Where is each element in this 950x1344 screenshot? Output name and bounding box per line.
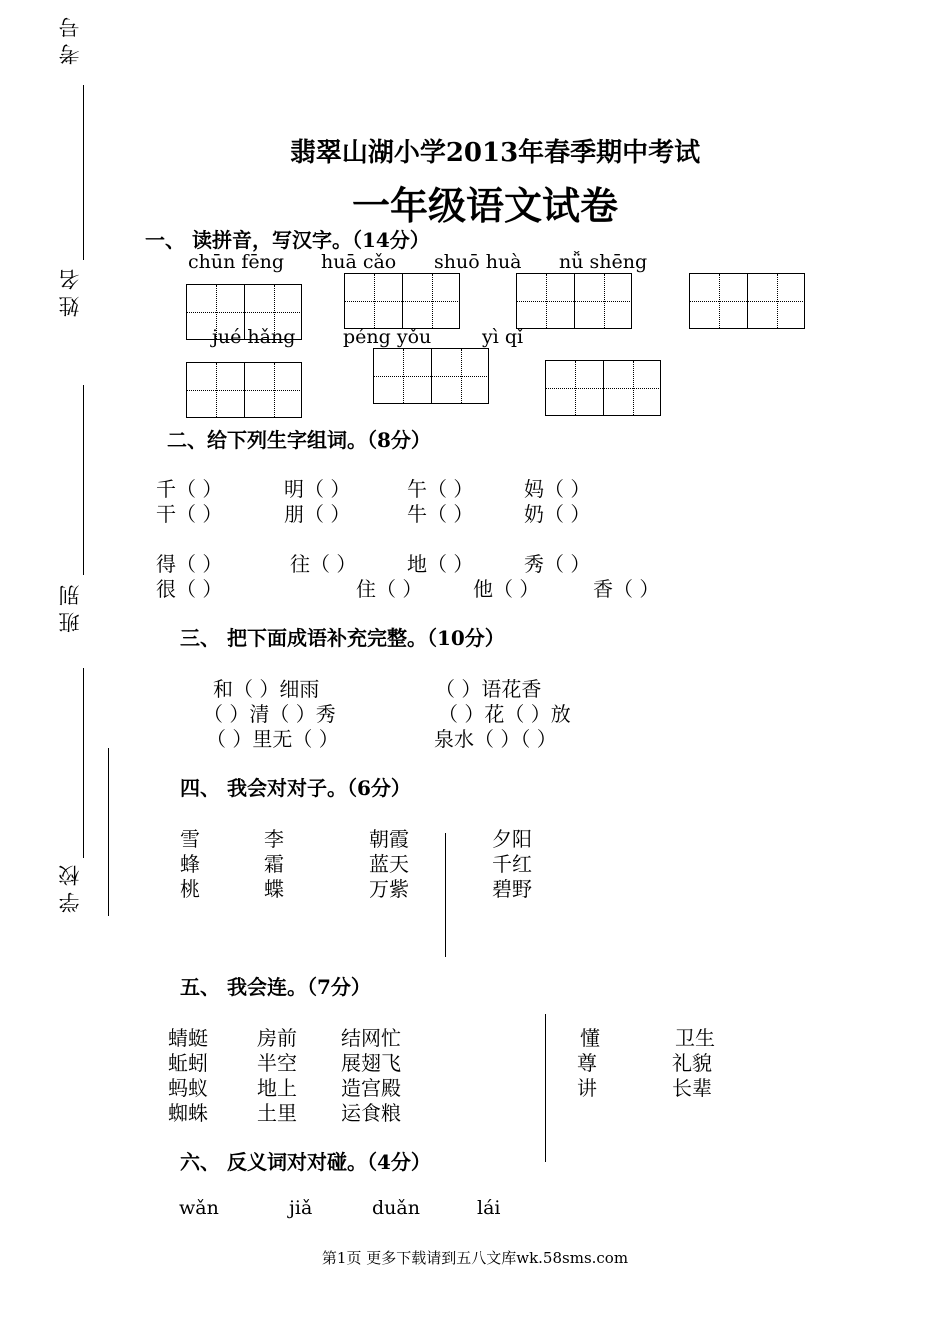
word-item: 妈（ ）: [524, 477, 591, 501]
binding-line: [108, 748, 109, 916]
couplet-item: 蓝天: [369, 852, 409, 876]
couplet-item: 夕阳: [492, 827, 532, 851]
word-item: 千（ ）: [156, 477, 223, 501]
couplet-item: 蜂: [180, 852, 200, 876]
match-item: 尊: [577, 1051, 597, 1075]
couplet-item: 桃: [180, 877, 200, 901]
writing-grid[interactable]: [516, 273, 632, 329]
word-item: 很（ ）: [156, 577, 223, 601]
match-item: 长辈: [672, 1076, 712, 1100]
match-item: 蜻蜓: [168, 1026, 208, 1050]
pinyin: péng yǒu: [343, 326, 432, 348]
pinyin: chūn fēng: [188, 251, 285, 273]
pinyin: huā cǎo: [321, 251, 397, 273]
section4-heading: 四、 我会对对子。（6分）: [180, 776, 411, 800]
pinyin: nǚ shēng: [559, 251, 648, 273]
school-label: 学校: [58, 859, 82, 913]
word-item: 奶（ ）: [524, 502, 591, 526]
word-item: 香（ ）: [593, 577, 660, 601]
word-item: 明（ ）: [284, 477, 351, 501]
writing-grid[interactable]: [186, 362, 302, 418]
match-item: 结网忙: [341, 1026, 401, 1050]
match-item: 造宫殿: [341, 1076, 401, 1100]
idiom-item: 泉水（ ）（ ）: [434, 727, 557, 751]
match-item: 运食粮: [341, 1101, 401, 1125]
class-line: [83, 385, 84, 575]
word-item: 干（ ）: [156, 502, 223, 526]
word-item: 他（ ）: [473, 577, 540, 601]
word-item: 往（ ）: [290, 552, 357, 576]
couplet-item: 碧野: [492, 877, 532, 901]
section2-heading: 二、给下列生字组词。（8分）: [167, 428, 431, 452]
match-item: 懂: [580, 1026, 600, 1050]
antonym-pinyin: jiǎ: [289, 1197, 313, 1219]
antonym-pinyin: wǎn: [179, 1197, 219, 1219]
exam-subtitle: 一年级语文试卷: [351, 183, 618, 228]
school-line: [83, 668, 84, 858]
idiom-item: 和（ ）细雨: [213, 677, 320, 701]
writing-grid[interactable]: [545, 360, 661, 416]
divider-line: [545, 1014, 546, 1162]
match-item: 房前: [257, 1026, 297, 1050]
couplet-item: 朝霞: [369, 827, 409, 851]
pinyin: shuō huà: [434, 251, 522, 273]
couplet-item: 雪: [180, 827, 200, 851]
match-item: 礼貌: [672, 1051, 712, 1075]
exam-number-label: 考号: [58, 11, 82, 65]
section6-heading: 六、 反义词对对碰。（4分）: [180, 1150, 431, 1174]
writing-grid[interactable]: [344, 273, 460, 329]
couplet-item: 李: [264, 827, 284, 851]
pinyin: yì qǐ: [482, 326, 524, 348]
section5-heading: 五、 我会连。（7分）: [180, 975, 371, 999]
match-item: 卫生: [675, 1026, 715, 1050]
name-label: 姓名: [58, 263, 82, 317]
word-item: 秀（ ）: [524, 552, 591, 576]
idiom-item: （ ）里无（ ）: [206, 727, 339, 751]
exam-number-line: [83, 85, 84, 260]
class-label: 班别: [58, 579, 82, 633]
match-item: 讲: [577, 1076, 597, 1100]
divider-line: [445, 833, 446, 957]
word-item: 午（ ）: [407, 477, 474, 501]
match-item: 地上: [257, 1076, 297, 1100]
match-item: 半空: [257, 1051, 297, 1075]
antonym-pinyin: duǎn: [372, 1197, 420, 1219]
match-item: 蜘蛛: [168, 1101, 208, 1125]
writing-grid[interactable]: [373, 348, 489, 404]
idiom-item: （ ）花（ ）放: [438, 702, 571, 726]
page-footer: 第1页 更多下载请到五八文库wk.58sms.com: [321, 1249, 629, 1267]
couplet-item: 霜: [264, 852, 284, 876]
exam-title: 翡翠山湖小学2013年春季期中考试: [289, 138, 701, 168]
match-item: 展翅飞: [341, 1051, 401, 1075]
match-item: 蚯蚓: [168, 1051, 208, 1075]
pinyin: jué hǎng: [212, 326, 296, 348]
couplet-item: 万紫: [369, 877, 409, 901]
writing-grid[interactable]: [186, 284, 302, 340]
word-item: 地（ ）: [407, 552, 474, 576]
word-item: 牛（ ）: [407, 502, 474, 526]
word-item: 朋（ ）: [284, 502, 351, 526]
couplet-item: 千红: [492, 852, 532, 876]
couplet-item: 蝶: [264, 877, 284, 901]
section3-heading: 三、 把下面成语补充完整。（10分）: [180, 626, 505, 650]
match-item: 蚂蚁: [168, 1076, 208, 1100]
word-item: 住（ ）: [356, 577, 423, 601]
section1-heading: 一、 读拼音，写汉字。（14分）: [145, 228, 430, 252]
word-item: 得（ ）: [156, 552, 223, 576]
antonym-pinyin: lái: [477, 1197, 501, 1219]
idiom-item: （ ）语花香: [435, 677, 542, 701]
match-item: 土里: [257, 1101, 297, 1125]
idiom-item: （ ）清（ ）秀: [203, 702, 336, 726]
writing-grid[interactable]: [689, 273, 805, 329]
